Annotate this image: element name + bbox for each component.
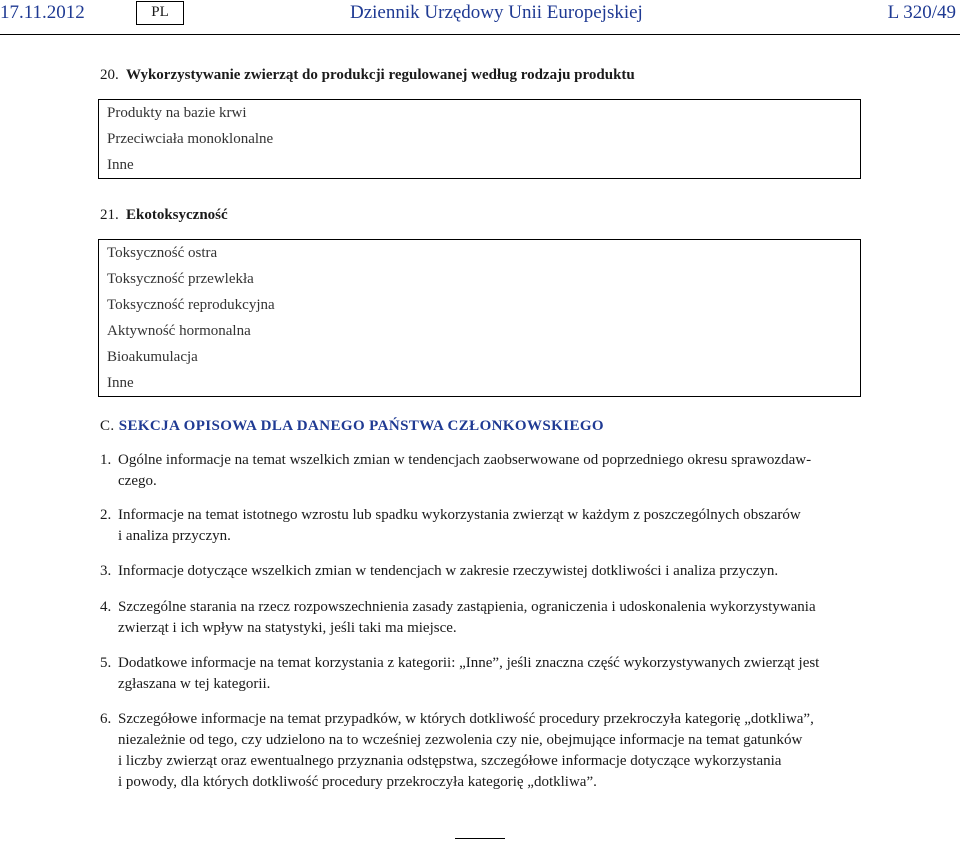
table-row: Inne — [107, 157, 134, 173]
paragraph-text-continued: czego. — [118, 473, 157, 489]
section-c-heading — [100, 418, 604, 435]
table-row: Produkty na bazie krwi — [107, 105, 247, 121]
section-21-table — [98, 239, 861, 397]
page-reference: L 320/49 — [887, 2, 956, 23]
table-row: Bioakumulacja — [107, 349, 198, 365]
section-21-title: Ekotoksyczność — [126, 207, 228, 223]
paragraph-2 — [100, 505, 862, 547]
language-box: PL — [136, 1, 184, 25]
paragraph-4 — [100, 597, 862, 639]
section-20-table — [98, 99, 861, 179]
paragraph-text: Ogólne informacje na temat wszelkich zmian w tendencjach zaobserwowane od poprzedniego okresu sprawozdaw- — [118, 452, 812, 468]
paragraph-text: Informacje na temat istotnego wzrostu lub spadku wykorzystania zwierząt w każdym z poszczególnych obszarów — [118, 507, 801, 523]
paragraph-text: Dodatkowe informacje na temat korzystania z kategorii: „Inne”, jeśli znaczna część wykorzystywanych zwierząt jest — [118, 655, 820, 671]
paragraph-6 — [100, 709, 862, 793]
paragraph-3 — [100, 561, 862, 582]
paragraph-number: 5. — [100, 655, 112, 671]
paragraph-text-continued: zwierząt i ich wpływ na statystyki, jeśli taki ma miejsce. — [118, 620, 457, 636]
table-row: Aktywność hormonalna — [107, 323, 251, 339]
paragraph-text-continued: i liczby zwierząt oraz ewentualnego przyznania odstępstwa, szczegółowe informacje dotyczące wykorzystania — [118, 753, 782, 769]
paragraph-5 — [100, 653, 862, 695]
section-20-heading — [100, 67, 635, 84]
paragraph-number: 2. — [100, 507, 112, 523]
paragraph-1 — [100, 450, 862, 492]
paragraph-text: Szczególne starania na rzecz rozpowszechnienia zasady zastąpienia, ograniczenia i udoskonalenia wykorzystywania — [118, 599, 816, 615]
table-row: Inne — [107, 375, 134, 391]
paragraph-number: 4. — [100, 599, 112, 615]
section-21-heading — [100, 207, 228, 224]
paragraph-text-continued: niezależnie od tego, czy udzielono na to wcześniej zezwolenia czy nie, obejmujące informacje na temat gatunków — [118, 732, 803, 748]
journal-title: Dziennik Urzędowy Unii Europejskiej — [350, 2, 643, 23]
section-c-letter: C. — [100, 418, 115, 434]
paragraph-number: 1. — [100, 452, 112, 468]
page-header — [0, 0, 960, 35]
footer-rule — [455, 838, 505, 839]
table-row: Toksyczność reprodukcyjna — [107, 297, 275, 313]
table-row: Toksyczność ostra — [107, 245, 218, 261]
paragraph-text: Informacje dotyczące wszelkich zmian w tendencjach w zakresie rzeczywistej dotkliwości i analiza przyczyn. — [118, 563, 779, 579]
section-21-number: 21. — [100, 207, 119, 223]
paragraph-number: 3. — [100, 563, 112, 579]
paragraph-text-continued: i powody, dla których dotkliwość procedury przekroczyła kategorię „dotkliwa”. — [118, 774, 597, 790]
paragraph-text: Szczegółowe informacje na temat przypadków, w których dotkliwość procedury przekroczyła kategorię „dotkliwa”, — [118, 711, 814, 727]
section-c-title: SEKCJA OPISOWA DLA DANEGO PAŃSTWA CZŁONKOWSKIEGO — [118, 418, 604, 434]
paragraph-text-continued: i analiza przyczyn. — [118, 528, 231, 544]
publication-date: 17.11.2012 — [0, 2, 85, 23]
section-20-title: Wykorzystywanie zwierząt do produkcji regulowanej według rodzaju produktu — [126, 67, 635, 83]
table-row: Przeciwciała monoklonalne — [107, 131, 274, 147]
table-row: Toksyczność przewlekła — [107, 271, 254, 287]
section-20-number: 20. — [100, 67, 119, 83]
paragraph-text-continued: zgłaszana w tej kategorii. — [118, 676, 271, 692]
paragraph-number: 6. — [100, 711, 112, 727]
